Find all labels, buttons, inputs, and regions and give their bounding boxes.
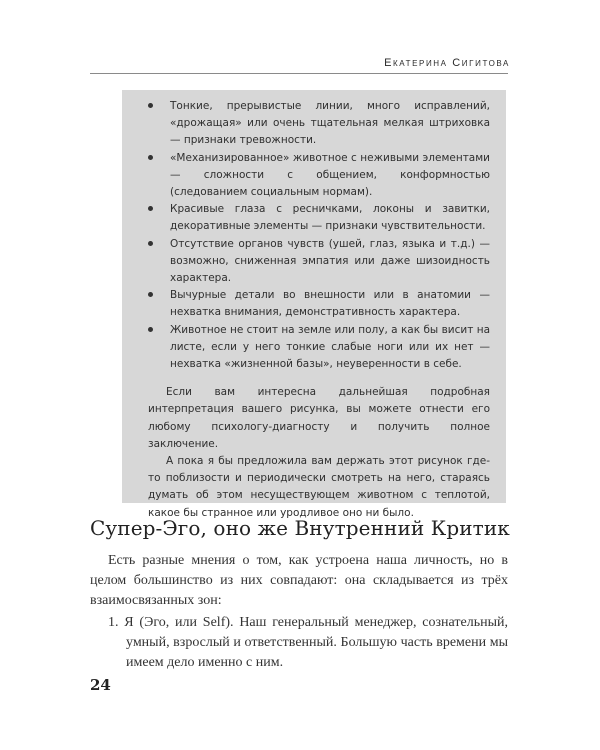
bullet-text: Тонкие, прерывистые линии, много исправлений, «дрожащая» или очень тщательная мелкая штриховка — признаки тревожности. bbox=[170, 100, 490, 147]
bullet-dot-icon bbox=[148, 206, 153, 211]
body-text bbox=[90, 551, 508, 673]
bullet-item bbox=[148, 287, 490, 321]
bullet-text: Красивые глаза с ресничками, локоны и завитки, декоративные элементы — признаки чувствительности. bbox=[170, 203, 490, 233]
running-head-author: Екатерина Сигитова bbox=[384, 57, 510, 69]
bullet-item bbox=[148, 150, 490, 202]
spacer bbox=[148, 373, 490, 384]
box-paragraph: Если вам интересна дальнейшая подробная интерпретация вашего рисунка, вы можете отнести его любому психологу-диагносту и получить полное заключение. bbox=[148, 386, 490, 450]
bullet-dot-icon bbox=[148, 103, 153, 108]
box-paragraph: А пока я бы предложила вам держать этот рисунок где-то поблизости и периодически смотреть на него, стараясь думать об этом несуществующем животном с теплотой, какое бы странное или уродливое оно ни было. bbox=[148, 455, 490, 519]
bullet-text: Животное не стоит на земле или полу, а как бы висит на листе, если у него тонкие слабые ноги или их нет — нехватка «жизненной базы», неуверенности в себе. bbox=[170, 323, 490, 371]
numbered-list-item: 1. Я (Эго, или Self). Наш генеральный менеджер, сознательный, умный, взрослый и ответственный. Большую часть времени мы имеем дело именно с ним. bbox=[108, 615, 508, 670]
page-number: 24 bbox=[90, 676, 111, 694]
bullet-dot-icon bbox=[148, 327, 153, 332]
bullet-dot-icon bbox=[148, 155, 153, 160]
sidebar-box bbox=[122, 90, 506, 519]
section-heading: Супер-Эго, оно же Внутренний Критик bbox=[90, 516, 510, 540]
bullet-text: Вычурные детали во внешности или в анатомии — нехватка внимания, демонстративность характера. bbox=[170, 289, 490, 319]
bullet-dot-icon bbox=[148, 241, 153, 246]
bullet-item bbox=[148, 322, 490, 374]
header-rule bbox=[90, 73, 508, 74]
bullet-item bbox=[148, 236, 490, 288]
bullet-dot-icon bbox=[148, 292, 153, 297]
bullet-text: Отсутствие органов чувств (ушей, глаз, языка и т.д.) — возможно, сниженная эмпатия или даже шизоидность характера. bbox=[170, 237, 490, 285]
body-paragraph: Есть разные мнения о том, как устроена наша личность, но в целом большинство из них совпадают: она складывается из трёх взаимосвязанных зон: bbox=[90, 553, 508, 608]
bullet-item bbox=[148, 98, 490, 150]
bullet-item bbox=[148, 201, 490, 235]
bullet-text: «Механизированное» животное с неживыми элементами — сложности с общением, конформностью (следованием социальным нормам). bbox=[170, 151, 490, 199]
bullet-list bbox=[148, 98, 490, 373]
